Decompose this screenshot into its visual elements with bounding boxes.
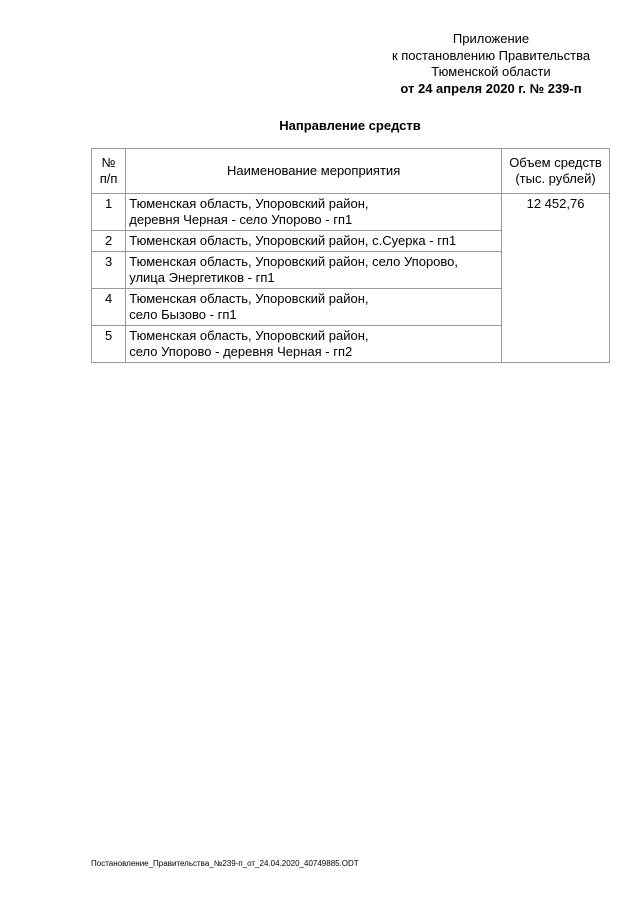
event-name-line: Тюменская область, Упоровский район, xyxy=(129,196,369,211)
volume-cell: 12 452,76 xyxy=(502,194,610,363)
row-number: 4 xyxy=(92,289,126,326)
row-event-name xyxy=(126,252,502,289)
event-name-line: Тюменская область, Упоровский район, село Упорово, xyxy=(129,254,459,269)
event-name-line: Тюменская область, Упоровский район, xyxy=(129,328,369,343)
header-event-name-label: Наименование мероприятия xyxy=(227,163,401,178)
row-number: 3 xyxy=(92,252,126,289)
header-number xyxy=(92,149,126,194)
annex-label: Приложение xyxy=(452,31,530,46)
row-event-name xyxy=(126,326,502,363)
event-name-line: Тюменская область, Упоровский район, с.Суерка - гп1 xyxy=(129,233,457,248)
funds-table xyxy=(91,148,610,363)
document-title: Направление средств xyxy=(279,118,421,133)
row-number: 5 xyxy=(92,326,126,363)
row-event-name xyxy=(126,194,502,231)
header-event-name xyxy=(126,149,502,194)
event-name-line: село Бызово - гп1 xyxy=(129,307,237,322)
header-number-label: № п/п xyxy=(99,155,118,186)
row-number: 1 xyxy=(92,194,126,231)
annex-date-number: от 24 апреля 2020 г. № 239-п xyxy=(400,80,582,96)
file-name-footer: Постановление_Правительства_№239-п_от_24.04.2020_40749885.ODT xyxy=(91,859,359,868)
table-row xyxy=(92,194,610,231)
row-event-name xyxy=(126,231,502,252)
event-name-line: Тюменская область, Упоровский район, xyxy=(129,291,369,306)
event-name-line: село Упорово - деревня Черная - гп2 xyxy=(129,344,353,359)
event-name-line: деревня Черная - село Упорово - гп1 xyxy=(129,212,353,227)
row-number: 2 xyxy=(92,231,126,252)
event-name-line: улица Энергетиков - гп1 xyxy=(129,270,275,285)
header-volume-label: Объем средств (тыс. рублей) xyxy=(509,155,602,186)
header-volume xyxy=(502,149,610,194)
annex-resolution-line: к постановлению Правительства xyxy=(391,47,591,63)
table-header-row xyxy=(92,149,610,194)
annex-region-line: Тюменской области xyxy=(431,64,551,79)
document-annex-header xyxy=(360,31,622,97)
row-event-name xyxy=(126,289,502,326)
